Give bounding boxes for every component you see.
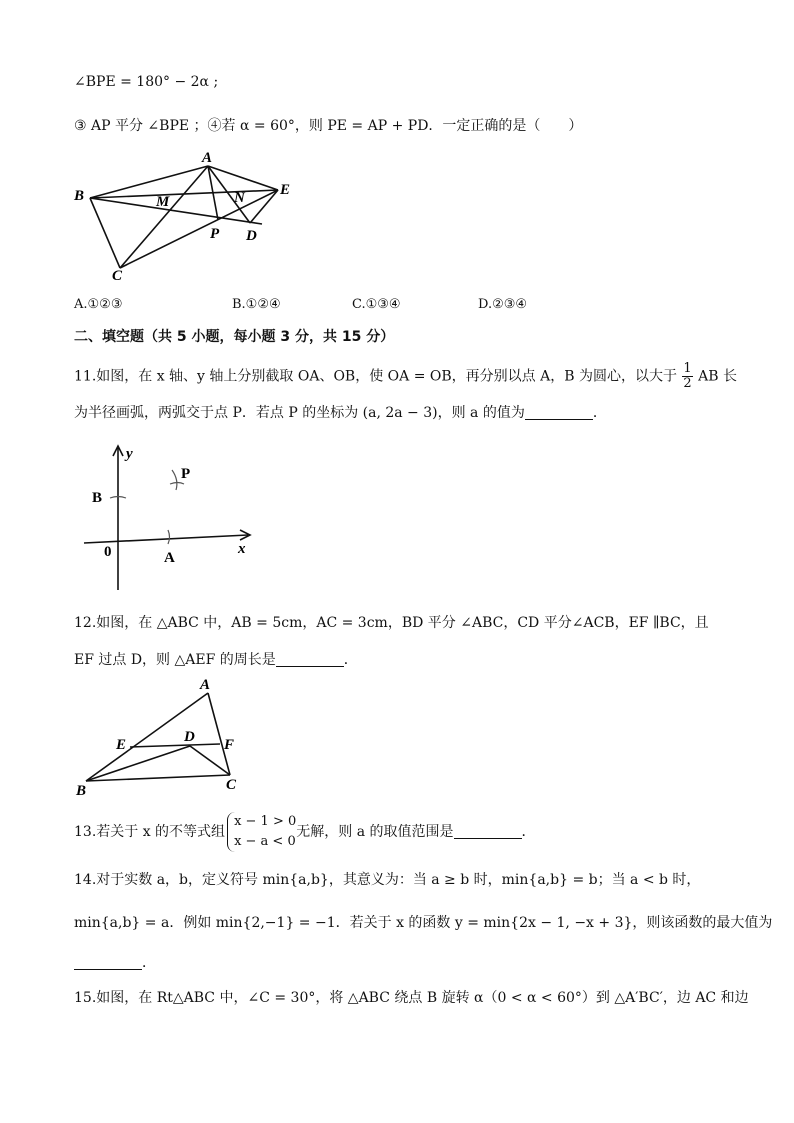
q12-label-b: B xyxy=(76,783,87,799)
q11-text-line1-a: 11.如图，在 x 轴、y 轴上分别截取 OA、OB，使 OA = OB，再分别以点 A，B 为圆心，以大于 xyxy=(74,368,677,385)
q10-label-a: A xyxy=(202,150,213,166)
q11-label-p: P xyxy=(181,466,191,482)
q14-text-line3 xyxy=(74,953,156,973)
q12-text-line1: 12.如图，在 △ABC 中，AB = 5cm，AC = 3cm，BD 平分 ∠ABC，CD 平分∠ACB，EF ∥BC，且 xyxy=(74,615,709,631)
q14-text-line1: 14.对于实数 a，b，定义符号 min{a,b}，其意义为：当 a ≥ b 时，min{a,b} = b；当 a < b 时， xyxy=(74,872,701,888)
q11-label-y: y xyxy=(126,446,133,462)
q11-fraction-half xyxy=(682,362,692,391)
q10-option-c: C.①③④ xyxy=(352,297,401,312)
q10-label-p: P xyxy=(210,226,220,242)
q10-label-n: N xyxy=(234,190,245,206)
section-title: 二、填空题（共 5 小题，每小题 3 分，共 15 分） xyxy=(74,329,395,345)
q12-label-d: D xyxy=(184,729,195,745)
q14-answer-blank[interactable] xyxy=(74,955,142,970)
q10-label-b: B xyxy=(74,188,85,204)
q13-inequality-1: x − 1 > 0 xyxy=(234,814,297,829)
q10-figure xyxy=(72,148,312,283)
q11-text-line1-b: AB 长 xyxy=(698,368,738,385)
q10-label-d: D xyxy=(246,228,257,244)
q14-line3-end: ． xyxy=(142,955,156,971)
q10-text-line2: ③ AP 平分 ∠BPE ；④若 α = 60°，则 PE = AP + PD．一定正确的是（ ） xyxy=(74,118,583,134)
q12-label-f: F xyxy=(224,737,235,753)
q11-label-x: x xyxy=(238,541,246,557)
q10-option-a: A.①②③ xyxy=(74,297,123,312)
q10-option-d: D.②③④ xyxy=(478,297,528,312)
q11-frac-num: 1 xyxy=(683,361,692,376)
q13-text xyxy=(74,810,536,854)
q11-text-line1 xyxy=(74,362,737,391)
q13-inequality-system xyxy=(227,812,296,852)
q11-frac-den: 2 xyxy=(683,376,692,391)
q11-text-line2-a: 为半径画弧，两弧交于点 P．若点 P 的坐标为 (a, 2a − 3)，则 a 的值为 xyxy=(74,405,525,421)
q12-label-c: C xyxy=(226,777,237,793)
q12-label-e: E xyxy=(116,737,127,753)
q13-prefix: 13.若关于 x 的不等式组 xyxy=(74,824,226,840)
q10-option-b: B.①②④ xyxy=(232,297,281,312)
q11-answer-blank[interactable] xyxy=(525,405,593,420)
q13-suffix-a: 无解，则 a 的取值范围是 xyxy=(296,824,454,840)
q11-figure xyxy=(80,440,260,595)
q12-text-line2 xyxy=(74,650,358,670)
q11-label-b: B xyxy=(92,490,103,506)
q14-text-line2: min{a,b} = a．例如 min{2,−1} = −1．若关于 x 的函数 y = min{2x − 1, −x + 3}，则该函数的最大值为 xyxy=(74,915,773,931)
q10-label-e: E xyxy=(280,182,291,198)
q13-answer-blank[interactable] xyxy=(454,824,522,839)
q11-text-line2 xyxy=(74,403,607,423)
q12-answer-blank[interactable] xyxy=(276,652,344,667)
q11-label-a: A xyxy=(164,550,175,566)
q13-inequality-2: x − a < 0 xyxy=(234,834,296,849)
q12-label-a: A xyxy=(200,677,211,693)
q15-text-line1: 15.如图，在 Rt△ABC 中，∠C = 30°，将 △ABC 绕点 B 旋转 α（0 < α < 60°）到 △A′BC′，边 AC 和边 xyxy=(74,990,749,1006)
q10-label-m: M xyxy=(156,194,170,210)
q12-text-line2-a: EF 过点 D，则 △AEF 的周长是 xyxy=(74,652,276,668)
q11-label-origin: 0 xyxy=(104,544,112,560)
q11-text-line2-b: ． xyxy=(592,405,607,421)
q10-text-line1: ∠BPE = 180° − 2α ; xyxy=(74,74,219,90)
q10-label-c: C xyxy=(112,268,123,283)
q13-suffix-b: ． xyxy=(521,824,536,840)
q12-figure xyxy=(74,675,254,800)
q12-text-line2-b: ． xyxy=(343,652,358,668)
